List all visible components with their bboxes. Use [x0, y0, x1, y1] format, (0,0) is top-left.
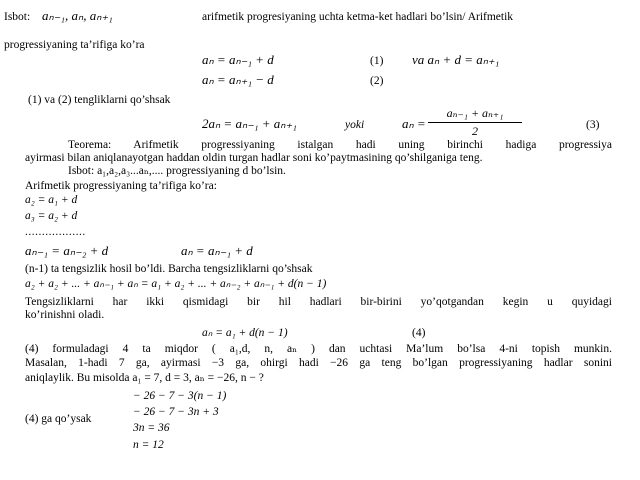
calc-result: n = 12: [133, 439, 164, 451]
formula-line: aₙ₋₁ = aₙ₋₂ + d: [25, 243, 109, 258]
proof-label: Isbot:: [4, 11, 31, 23]
text-line: Arifmetik progressiyaning ta’rifiga ko’ra:: [25, 180, 217, 192]
text-line: ko’rinishni oladi.: [25, 309, 105, 321]
sum-formula: a₂ + a₂ + ... + aₙ₋₁ + aₙ = a₁ + a₂ + ... + aₙ₋₂ + aₙ₋₁ + d(n − 1): [25, 278, 327, 290]
text-line: Masalan, 1-hadi 7 ga, ayirmasi −3 ga, ohirgi hadi −26 ga teng bo’lgan progressiyaning hadlar sonini: [25, 357, 612, 369]
calc-step: − 26 − 7 − 3(n − 1): [133, 390, 227, 402]
term-sequence-formula: aₙ₋₁, aₙ, aₙ₊₁: [42, 8, 113, 23]
theorem-line: Teorema: Arifmetik progressiyaning istalgan hadi uning birinchi hadiga progressiya: [68, 139, 612, 151]
text-line: Tengsizliklarni har ikki qismidagi bir hil hadlari bir-birini yo’qotgandan kegin u quyidagi: [25, 296, 612, 308]
formula-line: a₂ = a₁ + d: [25, 194, 78, 206]
fraction-numerator: aₙ₋₁ + aₙ₊₁: [446, 106, 504, 120]
text-line: (1) va (2) tengliklarni qo’shsak: [28, 94, 171, 106]
calc-label: (4) ga qo’ysak: [25, 413, 92, 425]
text-line: (n-1) ta tengsizlik hosil bo’ldi. Barcha tengsizliklarni qo’shsak: [25, 263, 313, 275]
formula-1: aₙ = aₙ₋₁ + d: [202, 52, 274, 67]
formula-line: aₙ = aₙ₋₁ + d: [181, 243, 253, 258]
equation-number: (4): [412, 327, 426, 339]
formula-line: a₃ = a₂ + d: [25, 210, 78, 222]
formula-3-lhs: aₙ =: [402, 116, 426, 131]
theorem-line: ayirmasi bilan aniqlanayotgan haddan oldin turgan hadlar soni ko’paytmasining qo’shilganiga teng.: [25, 152, 483, 164]
text-line: (4) formuladagi 4 ta miqdor ( a₁,d, n, aₙ ) dan uchtasi Ma’lum bo’lsa 4-ni topish munkin.: [25, 343, 612, 355]
formula-4: aₙ = a₁ + d(n − 1): [202, 327, 288, 339]
text-line: progressiyaning ta’rifiga ko’ra: [4, 39, 145, 51]
connector-word: yoki: [345, 119, 365, 131]
calc-step: − 26 − 7 − 3n + 3: [133, 406, 219, 418]
fraction-denominator: 2: [472, 124, 478, 138]
calc-step: 3n = 36: [133, 422, 170, 434]
equation-number: (3): [586, 119, 600, 131]
formula-1-alt: va aₙ + d = aₙ₊₁: [412, 52, 500, 67]
formula-3-fraction: [428, 106, 522, 139]
text-line: arifmetik progresiyaning uchta ketma-ket hadlari bo’lsin/ Arifmetik: [202, 11, 514, 23]
equation-number: (1): [370, 55, 384, 67]
proof-line: Isbot: a₁,a₂,a₃...aₙ,.... progressiyaning d bo’lsin.: [68, 165, 286, 177]
text-line: aniqlaylik. Bu misolda a₁ = 7, d = 3, aₙ = −26, n − ?: [25, 372, 264, 384]
fraction-bar: [428, 122, 522, 123]
formula-3: 2aₙ = aₙ₋₁ + aₙ₊₁: [202, 116, 297, 131]
formula-2: aₙ = aₙ₊₁ − d: [202, 72, 274, 87]
equation-number: (2): [370, 75, 384, 87]
ellipsis-dots: ..................: [25, 226, 86, 238]
